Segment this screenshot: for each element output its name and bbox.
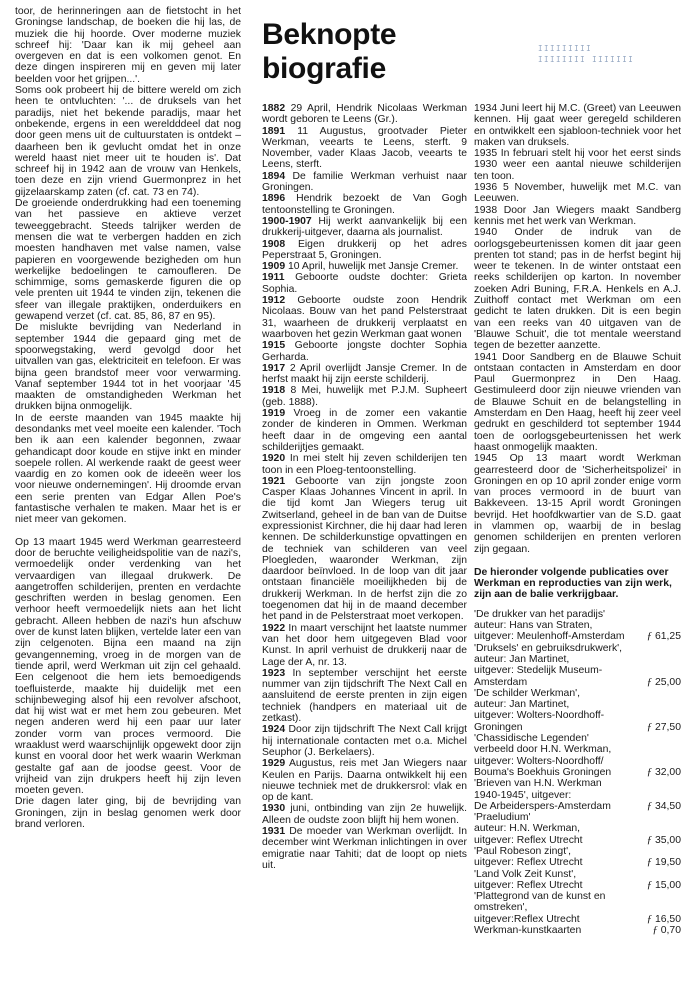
price-value: 19,50 [654,857,681,869]
publication-description [474,846,637,869]
timeline-year: 1938 [474,204,498,216]
publication-line: uitgever: Meulenhoff-Amsterdam [474,631,625,643]
currency-symbol: ƒ [646,912,653,925]
timeline-text: Door zijn tijdschrift The Next Call krijgt hij internationale contacten met o.a. Michel Seuphor (J. Berkelaers). [262,724,467,758]
publication-line: uitgever: Reflex Utrecht [474,857,583,869]
timeline-entry [474,148,681,182]
price-value: 35,00 [654,834,681,846]
timeline-text: Augustus, reis met Jan Wiegers naar Keulen en Parijs. Daarna ontwikkelt hij een nieuwe techniek met de drukkersrol: vlak en op de kant. [262,758,467,804]
publication-price [637,925,681,936]
price-value: 34,50 [654,800,681,812]
publication-line: 'De schilder Werkman', [474,687,580,699]
publication-line: auteur: Jan Martinet, [474,653,570,665]
timeline-year: 1917 [262,362,286,374]
timeline-year: 1900-1907 [262,215,312,227]
timeline-year: 1934 [474,103,498,114]
timeline-entry [262,826,467,871]
publication-item [474,812,681,846]
paragraph: Soms ook probeert hij de bittere wereld om zich heen te ontvluchten: '... de druksels van het paradijs, niet het bekende paradijs, maar het onbekende, ergens in een wereldddeel dat nog door geen mens uit de cultuurstaten is ontdekt – daarheen ben ik gevlucht omdat het in onze wereld haast niet meer uit te houden is'. Dat schreef hij in 1942 aan de vrouw van Henkels, toen deze en zijn vriend Guermonprez in het gijzelaarskamp zaten (cf. cat. 73 en 74). [15,85,241,198]
timeline-entry [262,724,467,758]
publication-line: uitgever:Reflex Utrecht [474,913,580,925]
publication-line: 'Land Volk Zeit Kunst', [474,868,577,880]
timeline-text: Geboorte oudste dochter: Grieta Sophia. [262,272,467,295]
timeline-year: 1929 [262,758,286,770]
paragraph: De groeiende onderdrukking had een toeneming van het passieve en aktieve verzet teweeggebracht. Steeds talrijker werden de mensen die wat te verbergen hadden en zich moesten handhaven met valse namen, valse papieren en voorgewende bezigheden om hun werkelijke bedoelingen te camoufleren. De schimmige, soms gemaskerde figuren die op vele prenten uit 1944 te vinden zijn, tekenen die sfeer van illegale praktijken, onderduikers en gewapend verzet (cf. cat. 85, 86, 87 en 95). [15,198,241,323]
currency-symbol: ƒ [646,720,653,733]
timeline-year: 1931 [262,826,286,837]
timeline-entry [262,476,467,623]
price-value: 61,25 [654,631,681,643]
publication-item [474,891,681,925]
publication-line: uitgever: Reflex Utrecht [474,834,583,846]
timeline-entry [262,239,467,262]
timeline-text: 8 Mei, huwelijk met P.J.M. Supheert (geb. 1888). [262,385,467,408]
timeline-text: Geboorte van zijn jongste zoon Casper Klaas Johannes Vincent in april. In die tijd komt Jan Wiegers terug uit Zwitserland, geheel in de ban van de Duitse expressionist Kirchner, die hij daar had leren kennen. De schilderkunstige opvattingen en de techniek van schilderen van veel Ploegleden, waaronder Werkman, zijn daardoor beïnvloed. In de loop van dit jaar ontstaan financiële moeilijkheden bij de drukkerij Werkman. In de herfst zijn die zo toegenomen dat hij in de maand december het pand in de Pelsterstraat moet verkopen. [262,475,467,623]
price-value: 0,70 [660,925,681,937]
timeline-text: Onder de indruk van de oorlogsgebeurtenissen komen dit jaar geen prenten tot stand; pas in de herfst begint hij weer te tekenen. In de winter ontstaat een reeks schilderijen op karton. In november zoeken Adri Buning, F.R.A. Henkels en A.J. Zuithoff contact met Werkman om een gedicht te laten drukken. Dit is een begin van een reeks van 40 uitgaven van de 'Blauwe Schuit', die tot mentale weerstand tegen de bezetter aanzette. [474,227,681,352]
timeline-year: 1919 [262,408,286,420]
timeline-year: 1894 [262,170,286,182]
timeline-entry [262,272,467,295]
timeline-entry [474,103,681,148]
timeline-entry [262,758,467,803]
timeline-text: In februari stelt hij voor het eerst sinds 1930 weer een aantal nieuwe schilderijen ten toon. [474,148,682,182]
timeline-year: 1920 [262,453,286,465]
publication-item [474,733,681,778]
timeline-year: 1941 [474,351,498,363]
timeline-text: In mei stelt hij zeven schilderijen ten toon in een Ploeg-tentoonstelling. [262,453,467,476]
timeline-year: 1891 [262,125,286,137]
publication-line: 1940-1945', uitgever: [474,789,572,801]
publication-line: 'Paul Robeson zingt', [474,846,571,857]
page-title: Beknopte biografie [262,18,397,85]
biography-text-column [15,6,241,830]
price-value: 32,00 [654,766,681,778]
timeline-entry [474,453,681,555]
price-value: 27,50 [654,721,681,733]
publication-price [637,801,681,812]
timeline-year: 1896 [262,193,286,205]
timeline-text: De familie Werkman verhuist naar Groningen. [262,170,467,194]
publication-price [637,631,681,642]
timeline-year: 1936 [474,182,498,194]
timeline-entry [474,352,681,454]
currency-symbol: ƒ [646,675,653,688]
publication-description [474,688,637,733]
timeline-text: 2 April overlijdt Jansje Cremer. In de herfst maakt hij zijn eerste schilderij. [262,362,468,386]
timeline-entry [262,126,467,171]
timeline-entry [262,363,467,386]
publication-description [474,925,637,936]
publication-line: De Arbeiderspers-Amsterdam [474,800,611,812]
publication-price [637,857,681,868]
timeline-text: Geboorte oudste zoon Hendrik Nicolaas. Bouw van het pand Pelsterstraat 31, waarheen de drukkerij verplaatst en waarboven het gezin Werkman gaat wonen [262,295,467,340]
stamp-line: IIIIIIII IIIIIII [538,55,635,64]
timeline-entry [262,295,467,340]
timeline-entry [262,103,467,126]
publication-item [474,688,681,733]
timeline-entry [262,340,467,363]
timeline-entry [262,171,467,194]
timeline-text: 29 April, Hendrik Nicolaas Werkman wordt geboren te Leens (Gr.). [262,103,468,126]
timeline-year: 1924 [262,724,286,736]
price-value: 25,00 [654,676,681,688]
publication-price [637,835,681,846]
publication-item [474,925,681,936]
timeline-text: Hendrik bezoekt de Van Gogh tentoonstelling te Groningen. [262,193,467,216]
publication-price [637,880,681,891]
timeline-entry [262,668,467,724]
publication-line: 'Praeludium' [474,812,531,824]
timeline-entry [262,261,467,272]
publication-description [474,869,637,892]
library-stamp [538,43,678,77]
publication-line: uitgever: Wolters-Noordhoff/ [474,755,604,767]
publication-item [474,609,681,643]
timeline-entry [262,385,467,408]
publication-line: 'De drukker van het paradijs' [474,608,606,620]
timeline-year: 1940 [474,227,498,239]
currency-symbol: ƒ [652,924,658,937]
publication-line: 'Brieven van H.N. Werkman [474,778,602,790]
timeline-column-left [262,103,467,871]
publication-description [474,643,637,688]
publication-price [637,914,681,925]
timeline-text: Op 13 maart wordt Werkman gearresteerd door de 'Sicherheitspolizei' in Groningen en op 10 april zonder enige vorm van proces vermoord in de buurt van Bakkeveen. 13-15 April wordt Groningen bevrijd. Het hoofdkwartier van de S.D. gaat in vlammen op, waarbij de in beslag genomen schilderijen en prenten verloren zijn gegaan. [474,453,682,555]
publication-item [474,778,681,812]
price-value: 16,50 [654,913,681,925]
timeline-entry [262,623,467,668]
publication-line: uitgever: Stedelijk Museum- [474,665,603,677]
currency-symbol: ƒ [646,833,653,846]
timeline-entry [474,227,681,351]
timeline-entry [474,205,681,228]
timeline-year: 1911 [262,272,285,284]
timeline-year: 1918 [262,385,286,397]
publication-description [474,609,637,643]
timeline-text: 10 April, huwelijk met Jansje Cremer. [288,261,459,273]
timeline-year: 1921 [262,475,286,487]
timeline-text: Juni leert hij M.C. (Greet) van Leeuwen kennen. Hij gaat weer geregeld schilderen en ontwikkelt een sjabloon-techniek voor het maken van druksels. [474,103,681,148]
publication-line: 'Chassidische Legenden' [474,733,589,745]
publication-line: Groningen [474,721,523,733]
timeline-year: 1908 [262,238,286,250]
publication-description [474,778,637,812]
timeline-text: Eigen drukkerij op het adres Peperstraat 5, Groningen. [262,238,467,261]
paragraph: toor, de herinneringen aan de fietstocht in het Groningse landschap, de boeken die hij las, de muziek die hij hoorde. Over moderne muziek schreef hij: 'Daar kan ik mij geheel aan overgeven en dat is een volkomen genot. En deze dingen inspireren mij en geven mij later beelden voor het grijpen...'. [15,6,241,85]
stamp-line: IIIIIIIII [538,44,593,53]
publication-line: Werkman-kunstkaarten [474,925,582,937]
timeline-year: 1923 [262,667,286,679]
publication-price [637,767,681,778]
paragraph: In de eerste maanden van 1945 maakte hij desondanks met veel moeite een kalender. 'Toch ben ik aan een kalender begonnen, zwaar gehandicapt door koude en stijve inkt en minder soepele rollen. Al werkende raakt de geest weer vaardig en zo komen ook de ideeën weer los voor nieuwe ondernemingen'. Hij droomde ervan een serie prenten van Edgar Allen Poe's fantastische verhalen te maken. Maar het is er niet meer van gekomen. [15,412,241,526]
timeline-year: 1909 [262,261,286,273]
publication-line: auteur: Jan Martinet, [474,699,570,711]
publication-line: Amsterdam [474,676,528,688]
timeline-year: 1930 [262,803,286,815]
publication-line: auteur: Hans van Straten, [474,620,593,632]
publications-list [474,609,681,937]
currency-symbol: ƒ [646,878,653,891]
publication-line: omstreken', [474,902,528,914]
currency-symbol: ƒ [646,630,653,643]
publication-line: auteur: H.N. Werkman, [474,823,581,835]
timeline-text: Door Sandberg en de Blauwe Schuit ontstaan contacten in Amsterdam en door Paul Guermonprez in Den Haag. Gestimuleerd door zijn nieuwe vrienden van de Blauwe Schuit en de belangstelling in Amsterdam en Den Haag, heeft hij zeer veel gedrukt en geschilderd tot september 1944 toen de oorlogsgebeurtenissen het werk haast onmogelijk maakten. [474,351,682,453]
timeline-text: Geboorte jongste dochter Sophia Gerharda. [262,340,467,363]
timeline-column-right [474,103,681,936]
paragraph: De mislukte bevrijding van Nederland in september 1944 die gepaard ging met de spoorwegstaking, werd gevolgd door het uitvallen van gas, elektriciteit en telefoon. Er was bijna geen brandstof meer voor verwarming. Vanaf september 1944 tot in het voorjaar '45 maakten de omstandigheden Werkman het drukken bijna onmogelijk. [15,322,241,413]
publication-line: uitgever: Reflex Utrecht [474,879,583,891]
currency-symbol: ƒ [646,765,653,778]
currency-symbol: ƒ [646,856,653,869]
timeline-entry [262,803,467,826]
timeline-entry [474,182,681,205]
timeline-entry [262,216,467,239]
timeline-year: 1945 [474,453,498,465]
publication-description [474,733,637,778]
publication-item [474,869,681,892]
price-value: 15,00 [654,879,681,891]
publication-item [474,643,681,688]
publication-line: uitgever: Wolters-Noordhoff- [474,710,605,722]
timeline-year: 1882 [262,103,286,114]
timeline-year: 1922 [262,622,286,634]
timeline-text: juni, ontbinding van zijn 2e huwelijk. Alleen de oudste zoon blijft hij hem wonen. [262,803,467,826]
timeline-entry [262,453,467,476]
publication-price [637,722,681,733]
publication-price [637,677,681,688]
timeline-text: Door Jan Wiegers maakt Sandberg kennis met het werk van Werkman. [474,204,681,227]
publication-line: 'Druksels' en gebruiksdrukwerk', [474,642,623,654]
timeline-text: In maart verschijnt het laatste nummer van het door hem uitgegeven Blad voor Kunst. In april verhuist de drukkerij naar de Lage der A, nr. 13. [262,622,467,668]
timeline-continued [474,103,681,555]
publication-line: Bouma's Boekhuis Groningen [474,766,612,778]
timeline-text: Hij werkt aanvankelijk bij een drukkerij-uitgever, daarna als journalist. [262,215,467,239]
timeline-entry [262,408,467,453]
timeline-text: 11 Augustus, grootvader Pieter Werkman, veearts te Leens, sterft. 9 November, vader Klaas Jacob, veearts te Leens, sterft. [262,125,468,171]
timeline-text: In september verschijnt het eerste nummer van zijn tijdschrift The Next Call en aansluitend de eerste prenten in zijn eigen techniek (handpers en materiaal uit de zetkast). [262,667,468,725]
publication-line: verbeeld door H.N. Werkman, [474,744,612,756]
timeline-year: 1935 [474,148,498,160]
timeline-year: 1915 [262,340,286,352]
publication-line: 'Plattegrond van de kunst en [474,891,606,903]
timeline-year: 1912 [262,295,286,307]
paragraph: Op 13 maart 1945 werd Werkman gearresteerd door de beruchte veiligheidspolitie van de nazi's, vermoedelijk onder verdenking van het vervaardigen van illegaal drukwerk. De aangetroffen schilderijen, prenten en verdachte geschriften werden in beslag genomen. Een verhoor heeft vermoedelijk niets aan het licht gebracht. Alleen hebben de nazi's hun afschuw over de kunst laten blijken, vertelde later een van zijn celgenoten. Bijna een maand na zijn gevangenneming, vroeg in de morgen van de tiende april, werd Werkman uit zijn cel gehaald. Een celgenoot die hem iets bemoedigends toefluisterde, maakte hij duidelijk met een schijnbeweging alsof hij een revolver afschoot, dat hij wist wat er met hem zou gebeuren. Met negen anderen werd hij een paar uur later zonder vorm van proces vermoord. Die wraaklust werd waarschijnlijk opgewekt door zijn kunst en vooral door het werk waarin Werkman gestalte gaf aan de joodse geest. Voor de vrijheid van zijn drukpers heeft hij zijn leven moeten geven. [15,536,241,797]
publication-description [474,812,637,846]
paragraph: Drie dagen later ging, bij de bevrijding van Groningen, zijn in beslag genomen werk door brand verloren. [15,796,241,831]
timeline-text: 5 November, huwelijk met M.C. van Leeuwen. [474,182,681,205]
timeline-text: Vroeg in de zomer een vakantie zonder de kinderen in Ommen. Werkman heeft daar in de omgeving een aantal schilderijtjes gemaakt. [262,408,468,453]
publication-item [474,846,681,869]
publications-heading: De hieronder volgende publicaties over Werkman en reproducties van zijn werk, zijn aan de balie verkrijgbaar. [474,566,672,601]
timeline-entry [262,193,467,216]
timeline-text: De moeder van Werkman overlijdt. In december wint Werkman inlichtingen in over emigratie naar Tahiti; dat de loopt op niets uit. [262,826,468,871]
currency-symbol: ƒ [646,799,653,812]
publication-description [474,891,637,925]
